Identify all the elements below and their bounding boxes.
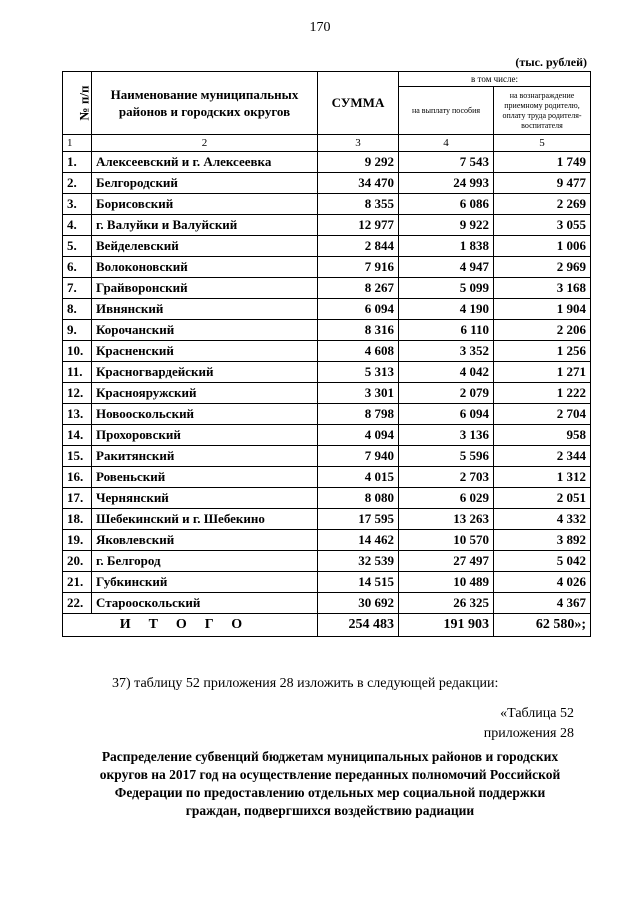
- table-row: [63, 572, 591, 593]
- table-row: [63, 551, 591, 572]
- table-row: [63, 425, 591, 446]
- header-sum: СУММА: [318, 72, 399, 135]
- row-number: 14.: [63, 425, 92, 446]
- row-number: 21.: [63, 572, 92, 593]
- row-payment: 6 086: [399, 194, 494, 215]
- row-number: 7.: [63, 278, 92, 299]
- table-row: [63, 194, 591, 215]
- row-sum: 8 080: [318, 488, 399, 509]
- row-number: 13.: [63, 404, 92, 425]
- row-sum: 4 015: [318, 467, 399, 488]
- document-title: Распределение субвенций бюджетам муниципальных районов и городских округов на 2017 год на осуществление переданных полномочий Российской Федерации по предоставлению отдельных мер социальной поддержки граждан, подвергшихся воздействию радиации: [99, 749, 561, 818]
- row-district-name: Волоконовский: [92, 257, 318, 278]
- row-district-name: Красногвардейский: [92, 362, 318, 383]
- row-reward: 1 222: [494, 383, 591, 404]
- total-payment: 191 903: [399, 614, 494, 637]
- row-sum: 14 515: [318, 572, 399, 593]
- instruction-text: 37) таблицу 52 приложения 28 изложить в следующей редакции:: [112, 676, 499, 691]
- row-district-name: Ивнянский: [92, 299, 318, 320]
- table-row: [63, 341, 591, 362]
- row-payment: 3 136: [399, 425, 494, 446]
- row-number: 5.: [63, 236, 92, 257]
- row-sum: 8 267: [318, 278, 399, 299]
- row-payment: 2 703: [399, 467, 494, 488]
- row-sum: 7 940: [318, 446, 399, 467]
- index-cell: 2: [92, 135, 318, 152]
- table-row: [63, 236, 591, 257]
- row-number: 9.: [63, 320, 92, 341]
- row-number: 20.: [63, 551, 92, 572]
- row-number: 4.: [63, 215, 92, 236]
- header-including: в том числе:: [399, 72, 591, 87]
- row-district-name: Ракитянский: [92, 446, 318, 467]
- row-district-name: Новооскольский: [92, 404, 318, 425]
- row-district-name: Чернянский: [92, 488, 318, 509]
- row-payment: 5 099: [399, 278, 494, 299]
- row-number: 17.: [63, 488, 92, 509]
- table-row: [63, 362, 591, 383]
- row-sum: 6 094: [318, 299, 399, 320]
- row-sum: 8 316: [318, 320, 399, 341]
- row-reward: 1 006: [494, 236, 591, 257]
- row-reward: 5 042: [494, 551, 591, 572]
- row-number: 15.: [63, 446, 92, 467]
- row-payment: 5 596: [399, 446, 494, 467]
- column-index-row: [63, 135, 591, 152]
- row-sum: 8 798: [318, 404, 399, 425]
- row-number: 22.: [63, 593, 92, 614]
- table-row: [63, 530, 591, 551]
- row-payment: 13 263: [399, 509, 494, 530]
- row-sum: 3 301: [318, 383, 399, 404]
- row-number: 8.: [63, 299, 92, 320]
- row-payment: 2 079: [399, 383, 494, 404]
- row-number: 19.: [63, 530, 92, 551]
- table-reference: «Таблица 52: [500, 706, 574, 721]
- table-row: [63, 152, 591, 173]
- table-body: [63, 152, 591, 614]
- row-district-name: Ровеньский: [92, 467, 318, 488]
- row-reward: 4 367: [494, 593, 591, 614]
- row-district-name: Старооскольский: [92, 593, 318, 614]
- row-payment: 4 190: [399, 299, 494, 320]
- row-district-name: Краснояружский: [92, 383, 318, 404]
- row-district-name: Вейделевский: [92, 236, 318, 257]
- row-number: 10.: [63, 341, 92, 362]
- row-district-name: Красненский: [92, 341, 318, 362]
- row-district-name: Борисовский: [92, 194, 318, 215]
- header-num-label: № п/п: [76, 85, 92, 121]
- table-row: [63, 383, 591, 404]
- header-reward: на вознаграждение приемному родителю, оплату труда родителя-воспитателя: [494, 87, 591, 135]
- row-number: 18.: [63, 509, 92, 530]
- index-cell: 1: [63, 135, 92, 152]
- row-reward: 1 271: [494, 362, 591, 383]
- row-reward: 3 892: [494, 530, 591, 551]
- row-sum: 14 462: [318, 530, 399, 551]
- row-number: 2.: [63, 173, 92, 194]
- appendix-reference: приложения 28: [483, 726, 574, 741]
- header-name: Наименование муниципальных районов и городских округов: [92, 72, 318, 135]
- row-payment: 7 543: [399, 152, 494, 173]
- row-number: 3.: [63, 194, 92, 215]
- row-payment: 6 110: [399, 320, 494, 341]
- page-number: 170: [309, 20, 331, 35]
- units-label: (тыс. рублей): [515, 55, 587, 69]
- row-district-name: Яковлевский: [92, 530, 318, 551]
- table-row: [63, 278, 591, 299]
- row-reward: 2 051: [494, 488, 591, 509]
- row-sum: 32 539: [318, 551, 399, 572]
- row-number: 6.: [63, 257, 92, 278]
- row-payment: 26 325: [399, 593, 494, 614]
- row-reward: 2 344: [494, 446, 591, 467]
- row-reward: 1 256: [494, 341, 591, 362]
- table-row: [63, 404, 591, 425]
- row-sum: 4 608: [318, 341, 399, 362]
- row-reward: 2 269: [494, 194, 591, 215]
- table-row: [63, 593, 591, 614]
- row-payment: 1 838: [399, 236, 494, 257]
- header-payment: на выплату пособия: [399, 87, 494, 135]
- row-reward: 2 206: [494, 320, 591, 341]
- row-district-name: Губкинский: [92, 572, 318, 593]
- row-district-name: Грайворонский: [92, 278, 318, 299]
- total-reward: 62 580»;: [494, 614, 591, 637]
- row-payment: 10 489: [399, 572, 494, 593]
- row-sum: 12 977: [318, 215, 399, 236]
- table-row: [63, 257, 591, 278]
- row-payment: 6 094: [399, 404, 494, 425]
- total-row: [63, 614, 591, 637]
- row-sum: 2 844: [318, 236, 399, 257]
- row-reward: 2 969: [494, 257, 591, 278]
- row-district-name: г. Валуйки и Валуйский: [92, 215, 318, 236]
- row-district-name: г. Белгород: [92, 551, 318, 572]
- table-row: [63, 173, 591, 194]
- row-district-name: Корочанский: [92, 320, 318, 341]
- row-district-name: Шебекинский и г. Шебекино: [92, 509, 318, 530]
- table-row: [63, 467, 591, 488]
- index-cell: 5: [494, 135, 591, 152]
- row-district-name: Прохоровский: [92, 425, 318, 446]
- row-number: 16.: [63, 467, 92, 488]
- row-number: 12.: [63, 383, 92, 404]
- row-payment: 4 947: [399, 257, 494, 278]
- row-sum: 7 916: [318, 257, 399, 278]
- row-district-name: Алексеевский и г. Алексеевка: [92, 152, 318, 173]
- row-payment: 24 993: [399, 173, 494, 194]
- subsidy-table: [62, 71, 591, 637]
- total-label: ИТОГО: [63, 614, 318, 637]
- table-row: [63, 446, 591, 467]
- row-sum: 5 313: [318, 362, 399, 383]
- row-reward: 1 749: [494, 152, 591, 173]
- row-reward: 3 055: [494, 215, 591, 236]
- table-row: [63, 509, 591, 530]
- row-sum: 34 470: [318, 173, 399, 194]
- row-payment: 6 029: [399, 488, 494, 509]
- row-reward: 2 704: [494, 404, 591, 425]
- row-reward: 1 312: [494, 467, 591, 488]
- row-reward: 1 904: [494, 299, 591, 320]
- row-number: 11.: [63, 362, 92, 383]
- table-row: [63, 215, 591, 236]
- row-reward: 4 026: [494, 572, 591, 593]
- row-sum: 30 692: [318, 593, 399, 614]
- row-district-name: Белгородский: [92, 173, 318, 194]
- row-sum: 8 355: [318, 194, 399, 215]
- table-row: [63, 320, 591, 341]
- index-cell: 3: [318, 135, 399, 152]
- table-row: [63, 488, 591, 509]
- total-sum: 254 483: [318, 614, 399, 637]
- row-payment: 4 042: [399, 362, 494, 383]
- row-number: 1.: [63, 152, 92, 173]
- row-sum: 17 595: [318, 509, 399, 530]
- row-reward: 3 168: [494, 278, 591, 299]
- row-payment: 27 497: [399, 551, 494, 572]
- row-payment: 10 570: [399, 530, 494, 551]
- header-num: [63, 72, 92, 135]
- row-payment: 3 352: [399, 341, 494, 362]
- row-reward: 958: [494, 425, 591, 446]
- row-sum: 9 292: [318, 152, 399, 173]
- row-payment: 9 922: [399, 215, 494, 236]
- row-sum: 4 094: [318, 425, 399, 446]
- table-row: [63, 299, 591, 320]
- row-reward: 9 477: [494, 173, 591, 194]
- row-reward: 4 332: [494, 509, 591, 530]
- index-cell: 4: [399, 135, 494, 152]
